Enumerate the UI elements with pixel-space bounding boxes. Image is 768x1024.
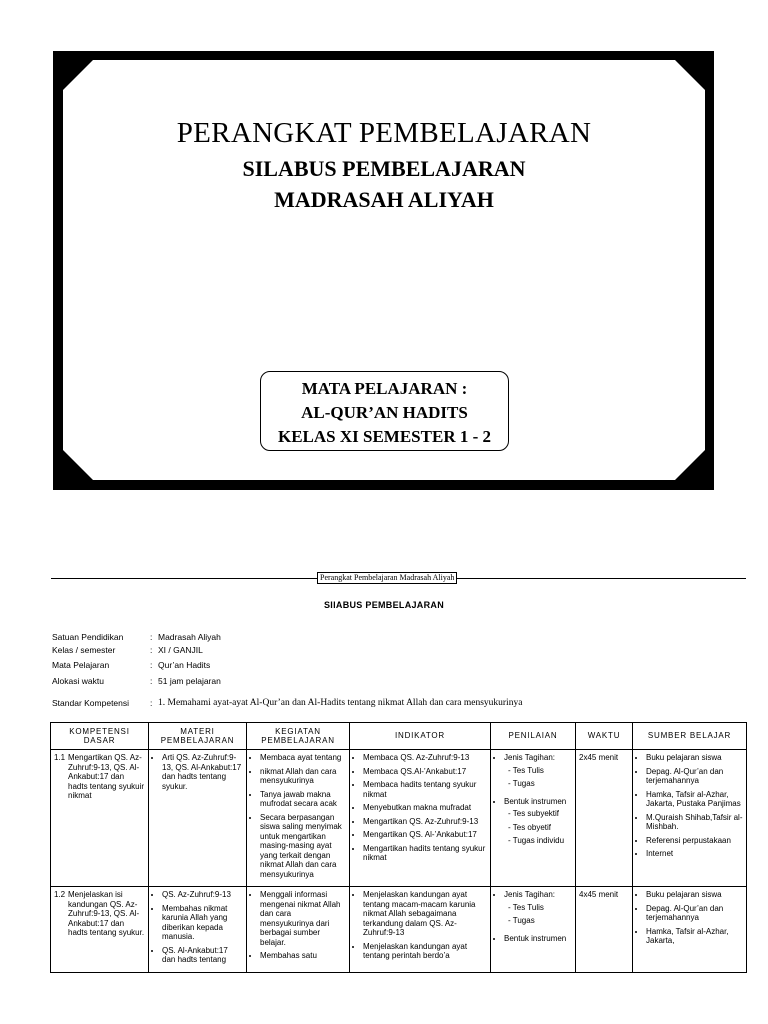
meta-key: Mata Pelajaran [52, 660, 110, 670]
column-header: SUMBER BELAJAR [633, 723, 747, 750]
list-item: • Secara berpasangan siswa saling menyimak untuk mengartikan masing-masing ayat yang terkait dengan nikmat Allah dan cara mensyukurinya [260, 813, 346, 880]
list-item: • Referensi perpustakaan [646, 836, 743, 846]
list-item: • Menjelaskan kandungan ayat tentang macam-macam karunia nikmat Allah sebagaimana terkandung dalam QS. Az-Zuhruf:9-13 [363, 890, 487, 938]
column-header: KEGIATAN PEMBELAJARAN [247, 723, 350, 750]
sub-item: - Tes Tulis [508, 903, 572, 913]
list-item: • Internet [646, 849, 743, 859]
indikator-cell [350, 887, 491, 973]
list-item: • Menyebutkan makna mufradat [363, 803, 487, 813]
list-item: • Membahas satu [260, 951, 346, 961]
list-item: • Mengartikan QS. Al-’Ankabut:17 [363, 830, 487, 840]
sumber-cell [633, 750, 747, 887]
header-label: Perangkat Pembelajaran Madrasah Aliyah [317, 572, 457, 584]
penilaian-cell [491, 887, 576, 973]
meta-value: XI / GANJIL [158, 645, 203, 655]
list-item: • M.Quraish Shihab,Tafsir al-Mishbah. [646, 813, 743, 832]
list-item: • Menggali informasi mengenai nikmat Allah dan cara mensyukurinya dari berbagai sumber belajar. [260, 890, 346, 947]
meta-value: 51 jam pelajaran [158, 676, 221, 686]
meta-value: Qur’an Hadits [158, 660, 211, 670]
cover-subtitle: MADRASAH ALIYAH [274, 187, 494, 212]
list-item: • Buku pelajaran siswa [646, 890, 743, 900]
corner-ornament [61, 58, 95, 92]
table-row [51, 750, 747, 887]
list-item: • Membahas nikmat karunia Allah yang diberikan kepada manusia. [162, 904, 243, 942]
kd-text: Menjelaskan isi kandungan QS. Az-Zuhruf:9-13, QS. Al-Ankabut:17 dan hadts tentang syukur. [68, 890, 145, 937]
sub-item: - Tugas individu [508, 836, 572, 846]
materi-cell [149, 750, 247, 887]
cover-subtitle: SILABUS PEMBELAJARAN [242, 156, 526, 181]
meta-key: Alokasi waktu [52, 676, 104, 686]
list-item: • Depag. Al-Qur’an dan terjemahannya [646, 767, 743, 786]
sub-item: - Tugas [508, 916, 572, 926]
list-item: • Membaca QS. Az-Zuhruf:9-13 [363, 753, 487, 763]
list-item: • Menjelaskan kandungan ayat tentang perintah berdo’a [363, 942, 487, 961]
cover-box-line: KELAS XI SEMESTER 1 - 2 [277, 427, 492, 446]
sub-item: - Tes Tulis [508, 766, 572, 776]
cover-subject-box [260, 371, 509, 451]
list-item: • Membaca hadits tentang syukur nikmat [363, 780, 487, 799]
meta-key: Standar Kompetensi [52, 698, 130, 708]
list-item: • Membaca ayat tentang [260, 753, 346, 763]
list-item: • QS. Al-Ankabut:17 dan hadts tentang [162, 946, 243, 965]
materi-cell [149, 887, 247, 973]
cover-title: PERANGKAT PEMBELAJARAN [176, 117, 592, 149]
column-header: INDIKATOR [350, 723, 491, 750]
list-item: • Mengartikan hadits tentang syukur nikmat [363, 844, 487, 863]
waktu-cell: 2x45 menit [576, 750, 633, 887]
corner-ornament [61, 448, 95, 482]
cover-box-line: MATA PELAJARAN : [301, 379, 468, 398]
sub-item: - Tes obyetif [508, 823, 572, 833]
column-header: WAKTU [576, 723, 633, 750]
meta-value: 1. Memahami ayat-ayat Al-Qur’an dan Al-Hadits tentang nikmat Allah dan cara mensyukurinya [158, 698, 523, 708]
column-header: MATERI PEMBELAJARAN [149, 723, 247, 750]
sub-item: - Tugas [508, 779, 572, 789]
kegiatan-cell [247, 887, 350, 973]
sumber-cell [633, 887, 747, 973]
column-header: PENILAIAN [491, 723, 576, 750]
list-item: • QS. Az-Zuhruf:9-13 [162, 890, 243, 900]
kd-number: 1.1 [54, 753, 66, 762]
meta-key: Satuan Pendidikan [52, 632, 124, 642]
list-item: • Jenis Tagihan: - Tes Tulis - Tugas [504, 890, 572, 926]
list-item: • Hamka, Tafsir al-Azhar, Jakarta, [646, 927, 743, 946]
sub-item: - Tes subyektif [508, 809, 572, 819]
kegiatan-cell [247, 750, 350, 887]
corner-ornament [673, 448, 707, 482]
list-item: • Bentuk instrumen - Tes subyektif - Tes obyetif - Tugas individu [504, 797, 572, 846]
column-header: KOMPETENSI DASAR [51, 723, 149, 750]
indikator-cell [350, 750, 491, 887]
list-item: • nikmat Allah dan cara mensyukurinya [260, 767, 346, 786]
document-title: SIlABUS PEMBELAJARAN [323, 600, 444, 610]
list-item: • Hamka, Tafsir al-Azhar, Jakarta, Pustaka Panjimas [646, 790, 743, 809]
kd-cell [51, 750, 149, 887]
penilaian-cell [491, 750, 576, 887]
cover-box-line: AL-QUR’AN HADITS [301, 403, 468, 422]
list-item: • Arti QS. Az-Zuhruf:9-13, QS. Al-Ankabut:17 dan hadts tentang syukur. [162, 753, 243, 791]
table-row [51, 887, 747, 973]
list-item: • Tanya jawab makna mufrodat secara acak [260, 790, 346, 809]
list-item: • Depag. Al-Qur’an dan terjemahannya [646, 904, 743, 923]
corner-ornament [673, 58, 707, 92]
waktu-cell: 4x45 menit [576, 887, 633, 973]
list-item: • Mengartikan QS. Az-Zuhruf:9-13 [363, 817, 487, 827]
cover-panel [63, 60, 705, 480]
list-item: • Membaca QS.Al-’Ankabut:17 [363, 767, 487, 777]
list-item: • Buku pelajaran siswa [646, 753, 743, 763]
list-item: • Jenis Tagihan: - Tes Tulis - Tugas [504, 753, 572, 789]
kd-text: Mengartikan QS. Az-Zuhruf:9-13, QS. Al-Ankabut:17 dan hadts tentang syukuir nikmat [68, 753, 145, 800]
list-item: • Bentuk instrumen [504, 934, 572, 944]
kd-number: 1.2 [54, 890, 66, 899]
meta-value: Madrasah Aliyah [158, 632, 221, 642]
kd-cell [51, 887, 149, 973]
syllabus-table [50, 722, 747, 973]
meta-key: Kelas / semester [52, 645, 116, 655]
table-header-row [51, 723, 747, 750]
cover-frame [53, 51, 714, 490]
